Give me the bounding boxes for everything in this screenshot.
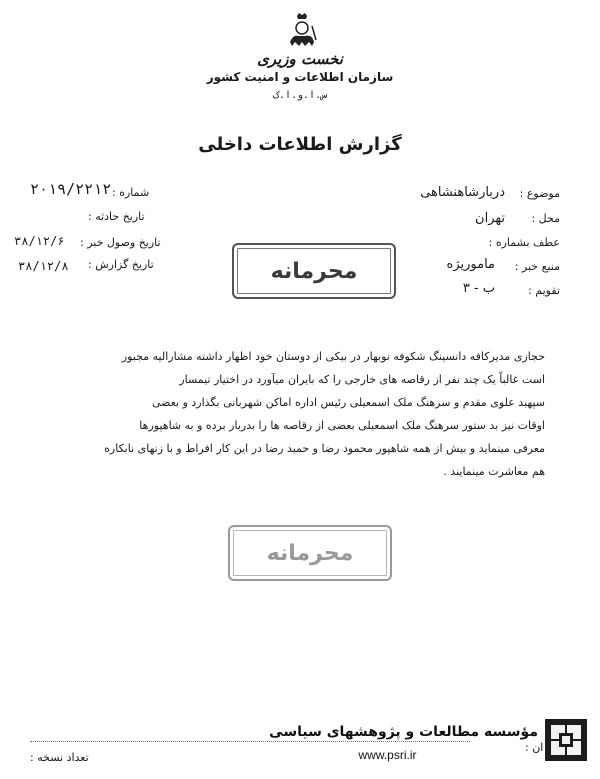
ministry-name: نخست وزیری <box>257 50 343 68</box>
body-line: اوقات نیز بد ستور سرهنگ ملک اسمعیلی بعضی از رقاصه ها را بدربار برده و به شاهپورها <box>139 419 545 432</box>
receipt-date-label: تاریخ وصول خبر : <box>80 236 161 249</box>
report-date-value: ۳۸/۱۲/۸ <box>18 259 69 273</box>
rating-label: تقویم : <box>528 284 560 297</box>
source-label: منبع خبر : <box>514 260 560 273</box>
institute-logo-icon <box>545 719 587 761</box>
report-title: گزارش اطلاعات داخلی <box>198 134 402 155</box>
place-value: تهران <box>475 211 505 226</box>
institute-website: www.psri.ir <box>358 748 417 762</box>
receipt-date-value: ۳۸/۱۲/۶ <box>14 234 65 248</box>
body-line: حجازی مدیرکافه دانسینگ شکوفه نوبهار در بیکی از دوستان خود اظهار داشته مشارالیه مجبور <box>121 350 545 363</box>
confidential-stamp-faint: محرمانه <box>228 525 392 581</box>
copies-label: تعداد نسخه : <box>30 751 89 764</box>
agency-abbreviation: س.ا.و.ا.ک <box>272 90 328 101</box>
rating-value: ب - ۳ <box>462 281 495 296</box>
subject-value: دربارشاهنشاهی <box>420 185 505 200</box>
source-value: ماموریژه <box>446 257 495 272</box>
agency-name: سازمان اطلاعات و امنیت کشور <box>206 70 394 84</box>
body-line: معرفی مینماید و بیش از همه شاهپور محمود رضا و حمید رضا در این کار افراط و با زنهای نابکاره <box>104 442 545 455</box>
confidential-stamp: محرمانه <box>232 243 396 299</box>
body-line: سپهبد علوی مقدم و سرهنگ ملک اسمعیلی رئیس اداره اماکن شهربانی بگذارد و بعضی <box>152 396 545 409</box>
body-line: است غالباً یک چند نفر از رقاصه های خارجی را که بایران میآورد در اختیار تیمسار <box>179 373 545 386</box>
body-line: هم معاشرت مینمایند . <box>443 465 545 478</box>
report-date-label: تاریخ گزارش : <box>88 258 154 271</box>
reference-label: عطف بشماره : <box>488 236 560 249</box>
partial-footer-label: ان : <box>525 741 544 754</box>
subject-label: موضوع : <box>519 187 560 200</box>
number-label: شماره : <box>112 186 150 199</box>
number-value: ۲۰۱۹/۲۲۱۲ <box>30 180 112 198</box>
place-label: محل : <box>531 212 560 225</box>
footer-divider <box>30 741 470 742</box>
report-body <box>45 345 545 483</box>
institute-name: مؤسسه مطالعات و پژوهشهای سیاسی <box>269 724 538 740</box>
event-date-label: تاریخ حادثه : <box>88 210 145 223</box>
lion-and-sun-emblem-icon <box>285 12 319 50</box>
